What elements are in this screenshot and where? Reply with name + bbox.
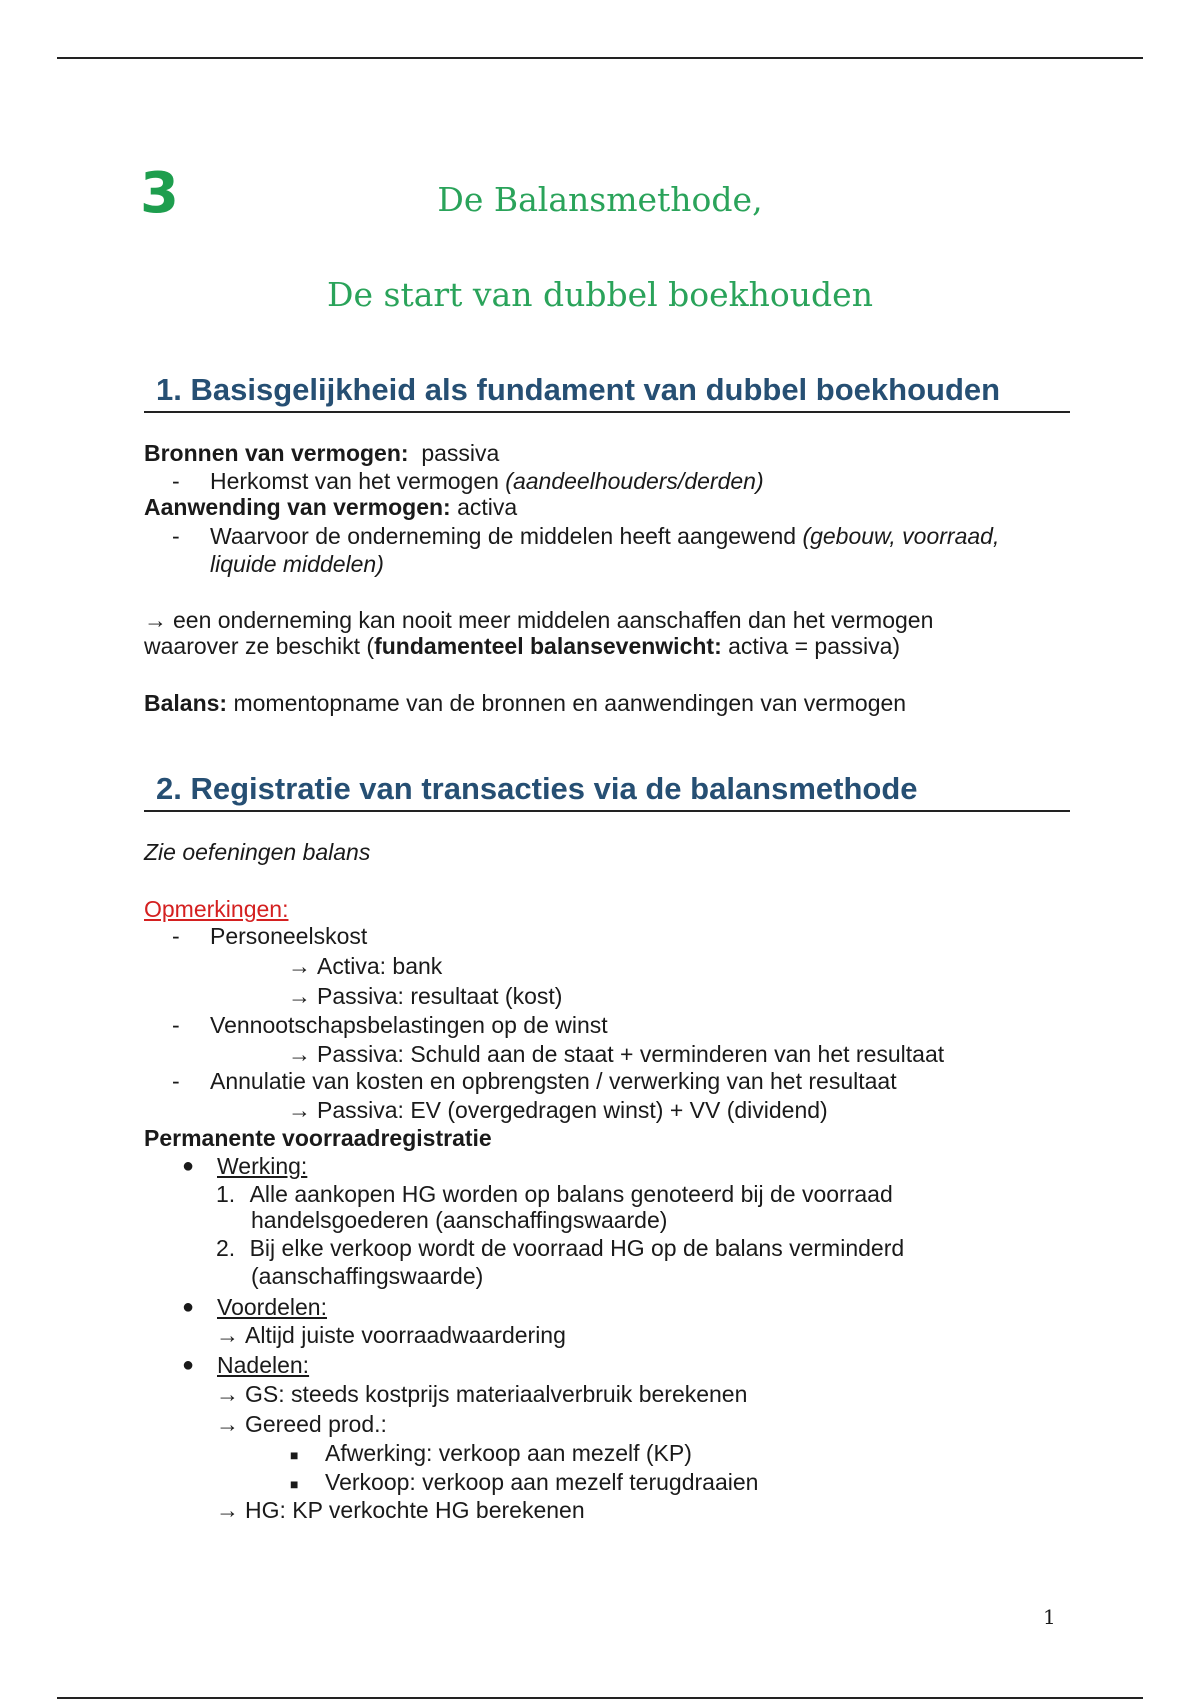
bronnen-line [144,439,499,467]
aanwending-value: activa [457,494,518,520]
bronnen-item: - Herkomst van het vermogen (aandeelhouders/derden) [172,468,764,494]
section2-heading: 2. Registratie van transacties via de balansmethode [144,770,1070,812]
aanwending-item-cont: liquide middelen) [210,551,384,577]
arrow-right-icon: → [216,1381,239,1407]
arrow-right-icon: → [288,953,311,979]
chapter-title-line2: De start van dubbel boekhouden [327,275,873,314]
remark-subitem: → Passiva: EV (overgedragen winst) + VV (dividend) [288,1097,828,1123]
conclusion-line2: waarover ze beschikt (fundamenteel balansevenwicht: activa = passiva) [144,633,901,659]
nadelen-item: → HG: KP verkochte HG berekenen [216,1497,585,1523]
page-bottom-rule [57,1697,1143,1699]
arrow-right-icon: → [288,1041,311,1067]
remark-subitem: → Passiva: Schuld aan de staat + verminderen van het resultaat [288,1041,945,1067]
aanwending-item: - Waarvoor de onderneming de middelen heeft aangewend (gebouw, voorraad, [172,523,1000,549]
bronnen-label: Bronnen van vermogen: [144,440,409,466]
arrow-right-icon: → [144,607,167,633]
note-text: Zie oefeningen balans [144,839,371,865]
werking-item-cont: handelsgoederen (aanschaffingswaarde) [251,1207,668,1233]
voordelen-item: → Altijd juiste voorraadwaardering [216,1322,566,1348]
remark-subitem: → Activa: bank [288,953,443,979]
dash-bullet: - [172,923,180,949]
dash-bullet: - [172,523,180,549]
remark-item: - Vennootschapsbelastingen op de winst [172,1012,608,1038]
werking-item: 1. Alle aankopen HG worden op balans genoteerd bij de voorraad [216,1181,893,1207]
nadelen-item: → Gereed prod.: [216,1411,387,1437]
aanwending-label: Aanwending van vermogen: [144,494,451,520]
aanwending-line [144,493,517,521]
conclusion-line1: → een onderneming kan nooit meer middelen aanschaffen dan het vermogen [144,607,934,633]
perm-heading: Permanente voorraadregistratie [144,1125,492,1151]
dash-bullet: - [172,468,180,494]
arrow-right-icon: → [216,1411,239,1437]
nadelen-item: → GS: steeds kostprijs materiaalverbruik berekenen [216,1381,748,1407]
chapter-title-line1: De Balansmethode, [437,180,763,219]
nadelen-subitem: ■ Verkoop: verkoop aan mezelf terugdraaien [290,1468,758,1496]
page-number: 1 [1043,1605,1056,1629]
werking-bullet: ● Werking: [182,1153,308,1179]
chapter-number: 3 [140,161,179,226]
bronnen-value: passiva [421,440,500,466]
bullet-dot-icon: ● [182,1354,195,1376]
voordelen-bullet: ● Voordelen: [182,1294,327,1320]
square-bullet-icon: ■ [290,1476,299,1492]
arrow-right-icon: → [216,1322,239,1348]
opmerkingen-label: Opmerkingen: [144,896,289,922]
bullet-dot-icon: ● [182,1296,195,1318]
werking-item-cont: (aanschaffingswaarde) [251,1263,484,1289]
page-top-rule [57,57,1143,59]
arrow-right-icon: → [216,1497,239,1523]
dash-bullet: - [172,1068,180,1094]
dash-bullet: - [172,1012,180,1038]
remark-subitem: → Passiva: resultaat (kost) [288,983,563,1009]
arrow-right-icon: → [288,1097,311,1123]
arrow-right-icon: → [288,983,311,1009]
remark-item: - Annulatie van kosten en opbrengsten / verwerking van het resultaat [172,1068,897,1094]
section1-heading: 1. Basisgelijkheid als fundament van dubbel boekhouden [144,371,1070,413]
balans-line: Balans: momentopname van de bronnen en aanwendingen van vermogen [144,690,907,716]
werking-item: 2. Bij elke verkoop wordt de voorraad HG op de balans verminderd [216,1235,905,1261]
remark-item: - Personeelskost [172,923,368,949]
square-bullet-icon: ■ [290,1447,299,1463]
bullet-dot-icon: ● [182,1155,195,1177]
nadelen-bullet: ● Nadelen: [182,1352,310,1378]
nadelen-subitem: ■ Afwerking: verkoop aan mezelf (KP) [290,1439,692,1467]
